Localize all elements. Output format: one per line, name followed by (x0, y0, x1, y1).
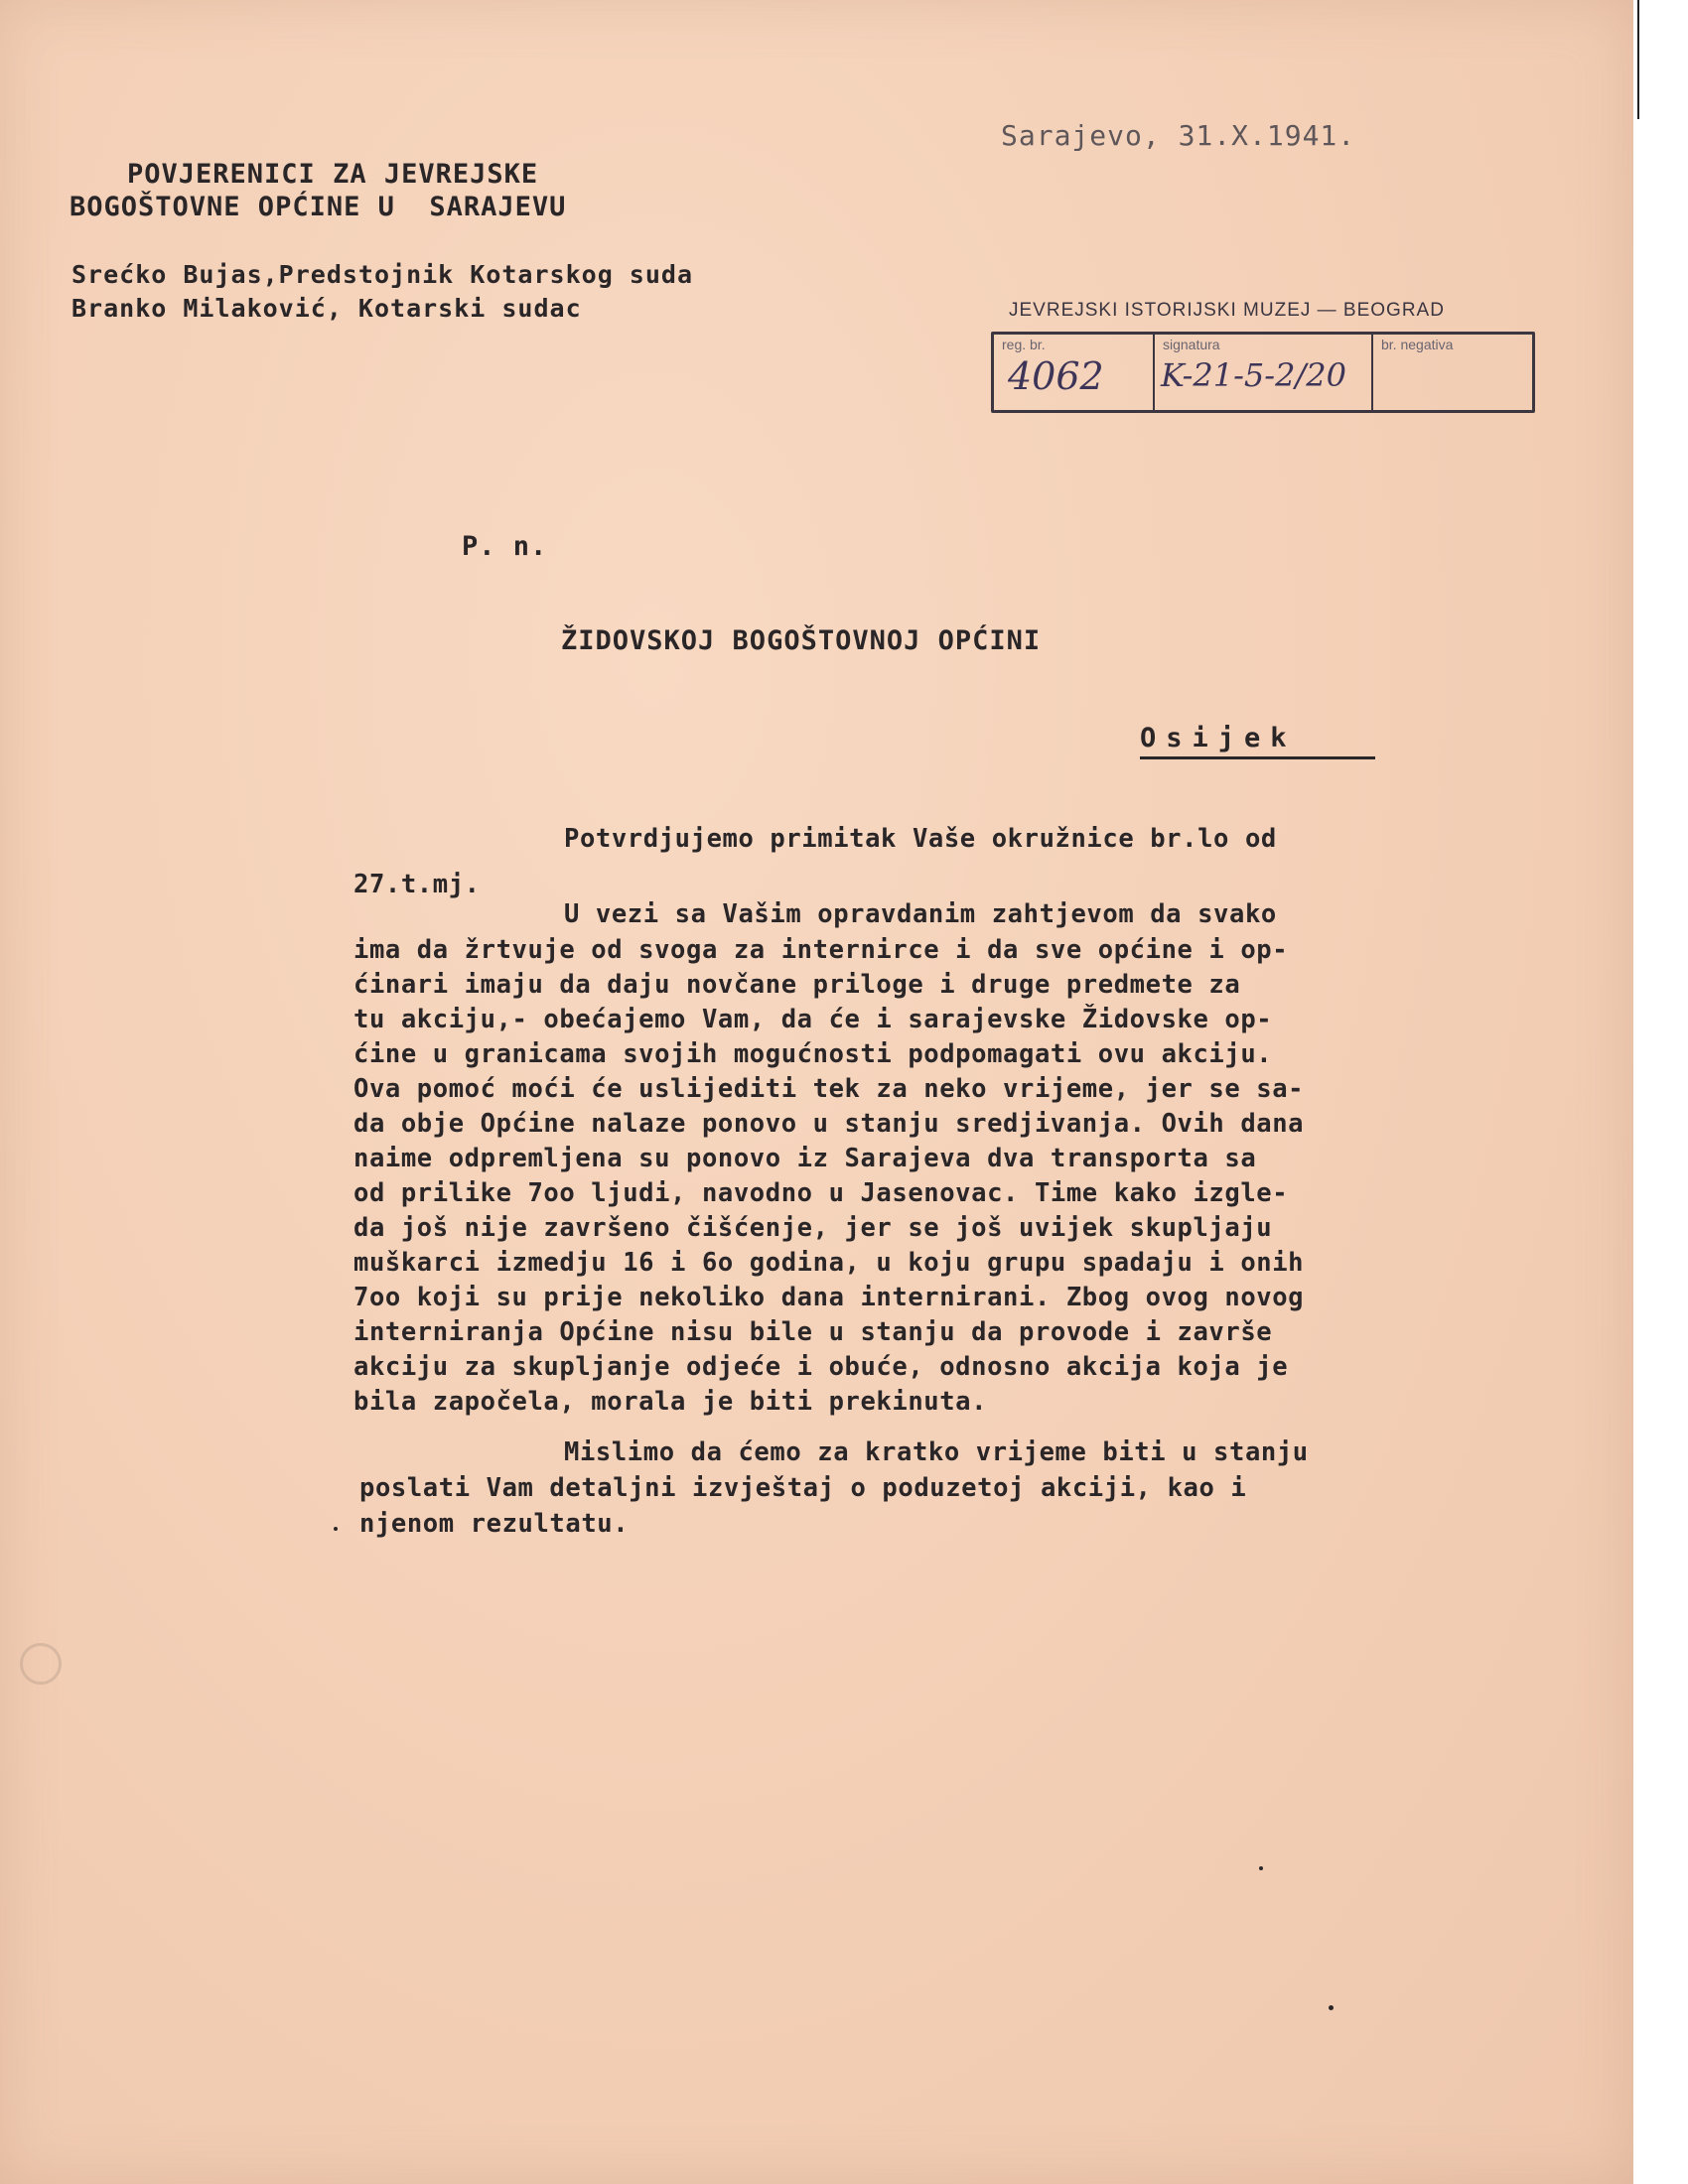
body-line-2: 27.t.mj. (353, 870, 481, 899)
body-line-13: muškarci izmedju 16 i 6o godina, u koju grupu spadaju i onih (353, 1248, 1305, 1278)
stamp-title: JEVREJSKI ISTORIJSKI MUZEJ — BEOGRAD (1009, 300, 1445, 321)
body-line-10: naime odpremljena su ponovo iz Sarajeva dva transporta sa (353, 1144, 1257, 1173)
body-line-9: da obje Općine nalaze ponovo u stanju sredjivanja. Ovih dana (353, 1109, 1305, 1139)
body-line-3: U vezi sa Vašim opravdanim zahtjevom da svako (564, 899, 1277, 929)
city-underline (1140, 756, 1375, 759)
ink-speck (334, 1527, 338, 1531)
body-line-14: 7oo koji su prije nekoliko dana internirani. Zbog ovog novog (353, 1283, 1305, 1312)
museum-registry-stamp (991, 300, 1532, 427)
body-line-20: njenom rezultatu. (359, 1509, 630, 1539)
letterhead-line-4: Branko Milaković, Kotarski sudac (71, 294, 582, 323)
stamp-box (991, 332, 1535, 413)
body-line-11: od prilike 7oo ljudi, navodno u Jasenovac. Time kako izgle- (353, 1178, 1289, 1208)
stamp-reg-value: 4062 (1008, 354, 1104, 398)
addressee-name: ŽIDOVSKOJ BOGOŠTOVNOJ OPĆINI (561, 625, 1042, 656)
addressee-prefix: P. n. (462, 531, 548, 562)
body-line-16: akciju za skupljanje odjeće i obuće, odnosno akcija koja je (353, 1352, 1289, 1382)
ink-speck (1329, 2005, 1334, 2010)
letterhead-line-1: POVJERENICI ZA JEVREJSKE (127, 159, 539, 190)
stamp-sig-caption: signatura (1163, 337, 1220, 352)
addressee-city: Osijek (1140, 723, 1297, 753)
body-line-17: bila započela, morala je biti prekinuta. (353, 1387, 988, 1417)
body-line-6: tu akciju,- obećajemo Vam, da će i sarajevske Židovske op- (353, 1005, 1273, 1034)
stamp-reg-caption: reg. br. (1002, 337, 1046, 352)
stamp-cell-reg (994, 335, 1155, 410)
body-line-1: Potvrdjujemo primitak Vaše okružnice br.lo od (564, 824, 1277, 854)
scan-edge-mark (1637, 0, 1639, 119)
stamp-cell-negative (1373, 335, 1530, 410)
body-line-4: ima da žrtvuje od svoga za internirce i da sve općine i op- (353, 935, 1289, 965)
letterhead-line-3: Srećko Bujas,Predstojnik Kotarskog suda (71, 260, 693, 289)
body-line-7: ćine u granicama svojih mogućnosti podpomagati ovu akciju. (353, 1039, 1273, 1069)
body-line-5: ćinari imaju da daju novčane priloge i druge predmete za (353, 970, 1241, 1000)
stamp-cell-signature (1155, 335, 1373, 410)
stamp-sig-value: K-21-5-2/20 (1161, 356, 1346, 394)
stamp-neg-caption: br. negativa (1381, 337, 1454, 352)
body-line-8: Ova pomoć moći će uslijediti tek za neko vrijeme, jer se sa- (353, 1074, 1305, 1104)
body-line-18: Mislimo da ćemo za kratko vrijeme biti u stanju (564, 1437, 1309, 1467)
paper-smudge (20, 1643, 62, 1685)
ink-speck (1259, 1866, 1263, 1870)
letterhead-line-2: BOGOŠTOVNE OPĆINE U SARAJEVU (70, 192, 567, 222)
body-line-19: poslati Vam detaljni izvještaj o poduzetoj akciji, kao i (359, 1473, 1247, 1503)
scan-margin (1633, 0, 1688, 2184)
body-line-15: interniranja Općine nisu bile u stanju da provode i završe (353, 1317, 1273, 1347)
letter-date: Sarajevo, 31.X.1941. (1001, 119, 1356, 152)
body-line-12: da još nije završeno čišćenje, jer se još uvijek skupljaju (353, 1213, 1273, 1243)
